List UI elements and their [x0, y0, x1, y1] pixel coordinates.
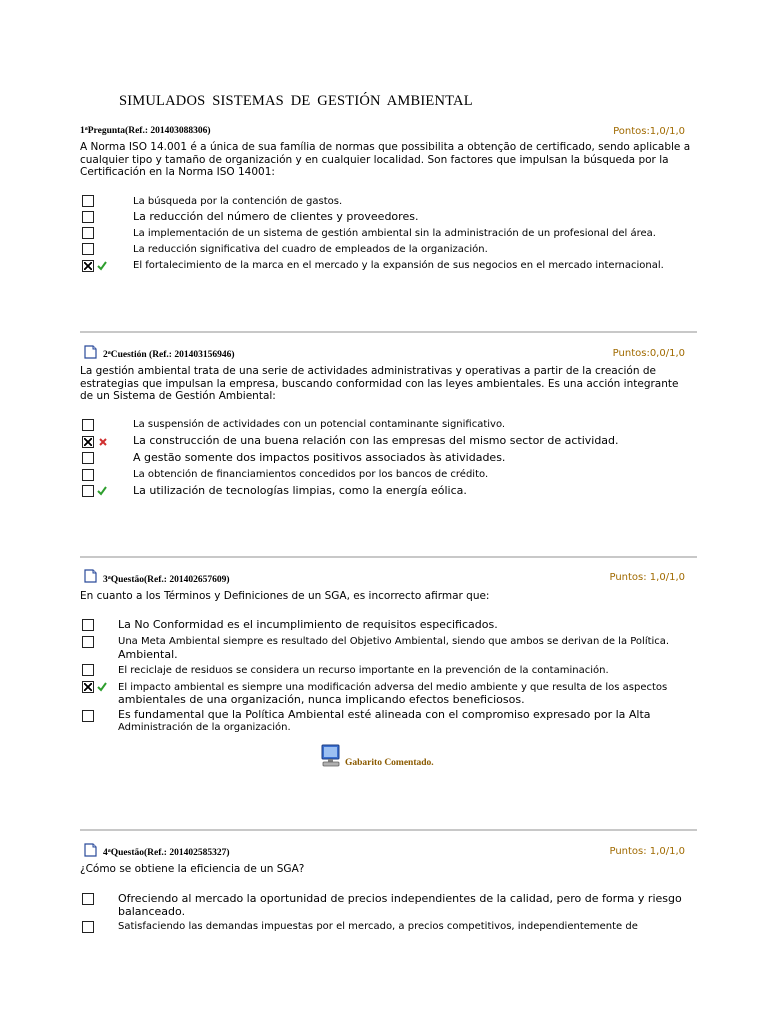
question-4-option-a-cont: balanceado. [118, 905, 186, 918]
checkmark-icon [97, 486, 107, 496]
question-3-option-d: El impacto ambiental es siempre una modificación adversa del medio ambiente y que resulta de los aspectos [118, 682, 668, 693]
question-3-option-e: Es fundamental que la Política Ambiental esté alineada con el compromiso expresado por la Alta [118, 708, 651, 721]
option-checkbox[interactable] [82, 195, 94, 207]
question-ordinal: a [107, 575, 111, 581]
question-number: 4 [103, 848, 108, 858]
question-3-option-a: La No Conformidad es el incumplimiento de requisitos especificados. [118, 618, 498, 631]
question-number: 3 [103, 575, 108, 585]
question-ref: (Ref.: 201403088306) [125, 126, 211, 136]
question-3-option-e-cont: Administración de la organización. [118, 722, 291, 733]
option-checkbox[interactable] [82, 636, 94, 648]
option-checkbox[interactable] [82, 419, 94, 431]
question-ref: (Ref.: 201402585327) [144, 848, 230, 858]
monitor-icon[interactable] [320, 744, 342, 768]
question-4-statement: ¿Cómo se obtiene la eficiencia de un SGA? [80, 863, 305, 875]
option-checkbox[interactable] [82, 211, 94, 223]
x-mark-icon [98, 437, 108, 447]
option-checkbox[interactable] [82, 710, 94, 722]
question-1-option-c: La implementación de un sistema de gestión ambiental sin la administración de un profesional del área. [133, 228, 656, 239]
question-2-option-c: A gestão somente dos impactos positivos associados às atividades. [133, 451, 506, 464]
option-checkbox[interactable] [82, 664, 94, 676]
question-2-statement: La gestión ambiental trata de una serie de actividades administrativas y operativas a partir de la creación de estrategias que impulsan la empresa, buscando conformidad con las leyes ambientales. Es una acción integrante de un Sistema de Gestión Ambiental: [80, 365, 679, 402]
question-2-points: Puntos:0,0/1,0 [612, 348, 685, 359]
option-checkbox[interactable] [82, 243, 94, 255]
question-2-option-a: La suspensión de actividades con un potencial contaminante significativo. [133, 419, 506, 430]
question-1-option-e: El fortalecimiento de la marca en el mercado y la expansión de sus negocios en el mercado internacional. [133, 260, 664, 271]
question-4-option-b: Satisfaciendo las demandas impuestas por el mercado, a precios competitivos, independientemente de [118, 921, 638, 932]
option-checkbox[interactable] [82, 469, 94, 481]
option-checkbox[interactable] [82, 485, 94, 497]
question-4-points: Puntos: 1,0/1,0 [609, 846, 685, 857]
question-1-option-b: La reducción del número de clientes y proveedores. [133, 210, 419, 223]
option-checkbox[interactable] [82, 921, 94, 933]
option-checkbox[interactable] [82, 619, 94, 631]
question-3-option-b-cont: Ambiental. [118, 648, 178, 661]
divider [80, 829, 697, 831]
checkmark-icon [97, 261, 107, 271]
option-checkbox-checked[interactable] [82, 681, 94, 693]
question-3-points: Puntos: 1,0/1,0 [609, 572, 685, 583]
question-2-option-d: La obtención de financiamientos concedidos por los bancos de crédito. [133, 469, 489, 480]
option-checkbox[interactable] [82, 227, 94, 239]
option-checkbox[interactable] [82, 452, 94, 464]
question-1-option-a: La búsqueda por la contención de gastos. [133, 196, 343, 207]
option-checkbox-checked[interactable] [82, 260, 94, 272]
question-2-header [103, 350, 235, 360]
question-1-option-d: La reducción significativa del cuadro de empleados de la organización. [133, 244, 488, 255]
gabarito-comentado-link[interactable]: Gabarito Comentado. [345, 758, 434, 768]
question-2-option-e: La utilización de tecnologías limpias, como la energía eólica. [133, 484, 467, 497]
option-checkbox[interactable] [82, 893, 94, 905]
question-3-option-c: El reciclaje de residuos se considera un recurso importante en la prevención de la contaminación. [118, 665, 609, 676]
question-ref: (Ref.: 201402657609) [144, 575, 230, 585]
document-icon [84, 569, 97, 583]
question-3-option-b: Una Meta Ambiental siempre es resultado del Objetivo Ambiental, siendo que ambos se derivan de la Política. [118, 636, 670, 647]
question-2-option-b: La construcción de una buena relación con las empresas del mismo sector de actividad. [133, 434, 619, 447]
question-4-option-a: Ofreciendo al mercado la oportunidad de precios independientes de la calidad, pero de forma y riesgo [118, 892, 682, 905]
question-1-statement: A Norma ISO 14.001 é a única de sua família de normas que possibilita a obtenção de certificado, sendo aplicable a cualquier tipo y tamaño de organización y en cualquier localidad. Son factores que impulsan la búsqueda por la Certificación en la Norma ISO 14001: [80, 141, 691, 178]
question-label: Pregunta [87, 126, 126, 136]
document-icon [84, 843, 97, 857]
question-ordinal: a [107, 350, 111, 356]
document-icon [84, 345, 97, 359]
divider [80, 556, 697, 558]
question-3-option-d-cont: ambientales de una organización, nunca implicando efectos beneficiosos. [118, 693, 525, 706]
divider [80, 331, 697, 333]
question-ordinal: a [107, 848, 111, 854]
checkmark-icon [97, 682, 107, 692]
question-4-header [103, 848, 229, 858]
question-1-header [80, 126, 211, 136]
question-3-header [103, 575, 229, 585]
question-1-points: Pontos:1,0/1,0 [613, 126, 685, 137]
page-title: SIMULADOS SISTEMAS DE GESTIÓN AMBIENTAL [119, 93, 473, 109]
question-label: Cuestión [110, 350, 147, 360]
question-label: Questão [110, 848, 144, 858]
question-number: 2 [103, 350, 108, 360]
question-label: Questão [110, 575, 144, 585]
question-number: 1 [80, 126, 85, 136]
question-3-statement: En cuanto a los Términos y Definiciones de un SGA, es incorrecto afirmar que: [80, 590, 490, 602]
option-checkbox-checked[interactable] [82, 436, 94, 448]
question-ordinal: a [84, 126, 88, 132]
question-ref: (Ref.: 201403156946) [149, 350, 235, 360]
